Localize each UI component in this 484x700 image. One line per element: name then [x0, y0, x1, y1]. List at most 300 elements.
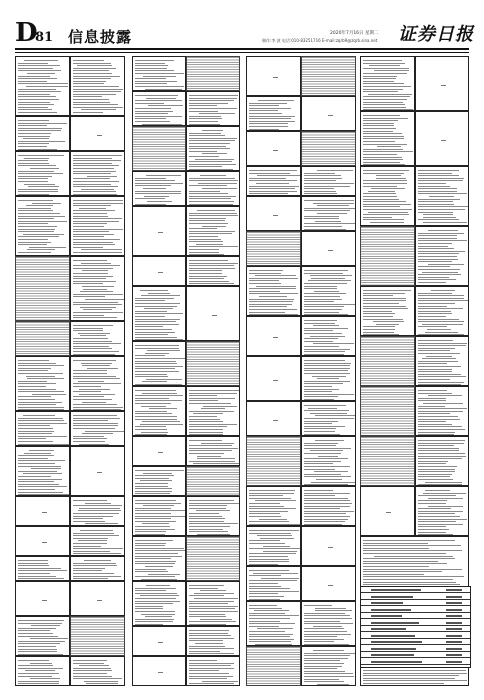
- text-line: [18, 565, 49, 566]
- text-line: [363, 99, 407, 100]
- text-line: [249, 490, 295, 491]
- text-line: [135, 348, 179, 349]
- text-line: [249, 186, 299, 187]
- text-line: [84, 560, 111, 561]
- text-line: [304, 655, 350, 656]
- text-line: [18, 476, 51, 477]
- text-line: [315, 440, 344, 441]
- announcement-cell: [301, 601, 356, 646]
- text-line: [189, 529, 223, 530]
- text-line: [418, 319, 460, 320]
- text-line: [81, 109, 116, 110]
- text-line: [249, 493, 294, 494]
- text-line: [73, 351, 119, 352]
- text-line: [189, 424, 237, 425]
- text-line: [189, 614, 225, 615]
- text-line: [81, 189, 114, 190]
- text-line: [363, 204, 411, 205]
- text-line: [418, 243, 453, 244]
- text-line: [363, 102, 403, 103]
- text-line: [363, 73, 407, 74]
- text-line: [374, 556, 453, 557]
- text-line: [135, 606, 163, 607]
- text-line: [18, 568, 61, 569]
- text-line: [249, 613, 285, 614]
- text-line: [249, 304, 292, 305]
- text-line: [304, 273, 343, 274]
- text-line: [304, 365, 350, 366]
- text-line: [189, 419, 220, 420]
- text-line: [73, 423, 118, 424]
- text-line: [135, 390, 176, 391]
- text-line: [304, 498, 348, 499]
- text-line: [29, 450, 54, 451]
- text-line: [18, 381, 47, 382]
- text-line: [196, 244, 222, 245]
- text-line: [135, 366, 183, 367]
- text-line: [73, 281, 116, 282]
- text-line: [418, 219, 460, 220]
- empty-cell-dash: [158, 232, 163, 233]
- text-line: [189, 156, 219, 157]
- text-line: [73, 543, 107, 544]
- text-line: [418, 235, 457, 236]
- text-line: [18, 389, 56, 390]
- text-line: [189, 630, 229, 631]
- text-line: [73, 441, 105, 442]
- announcement-cell: [70, 656, 125, 686]
- announcement-cell: [70, 196, 125, 256]
- text-line: [363, 290, 411, 291]
- text-line: [27, 73, 55, 74]
- text-line: [418, 432, 456, 433]
- text-line: [263, 551, 297, 552]
- text-line: [73, 535, 119, 536]
- text-line: [189, 416, 217, 417]
- text-line: [249, 583, 278, 584]
- text-line: [73, 89, 123, 90]
- text-line: [73, 268, 113, 269]
- text-line: [304, 373, 350, 374]
- text-line: [363, 120, 398, 121]
- text-line: [304, 270, 348, 271]
- text-line: [418, 340, 454, 341]
- text-line: [189, 683, 234, 684]
- announcement-cell: [360, 111, 415, 166]
- text-line: [135, 571, 168, 572]
- text-line: [135, 329, 172, 330]
- table-cell-value: [446, 596, 462, 598]
- text-line: [73, 343, 121, 344]
- text-line: [304, 188, 334, 189]
- text-line: [73, 383, 121, 384]
- text-line: [189, 161, 232, 162]
- text-line: [189, 421, 223, 422]
- announcement-cell: [15, 526, 70, 556]
- text-line: [418, 426, 462, 427]
- announcement-cell: [246, 231, 301, 266]
- announcement-cell: [132, 386, 186, 436]
- text-line: [200, 590, 226, 591]
- text-line: [363, 683, 444, 684]
- text-line: [418, 393, 452, 394]
- text-line: [418, 469, 456, 470]
- text-line: [189, 233, 232, 234]
- text-line: [135, 426, 166, 427]
- text-line: [135, 608, 163, 609]
- text-line: [197, 534, 230, 535]
- text-line: [363, 675, 459, 676]
- announcement-cell: [70, 256, 125, 321]
- text-line: [189, 595, 224, 596]
- table-row: [361, 626, 470, 632]
- announcement-cell: [15, 446, 70, 496]
- announcement-cell: [415, 56, 470, 111]
- text-line: [369, 65, 401, 66]
- text-line: [423, 214, 453, 215]
- empty-cell-dash: [273, 77, 278, 78]
- text-line: [197, 458, 235, 459]
- announcement-cell: [246, 266, 301, 316]
- text-line: [18, 123, 67, 124]
- text-line: [304, 673, 353, 674]
- text-line: [135, 63, 165, 64]
- text-line: [18, 576, 56, 577]
- text-line: [363, 558, 455, 559]
- text-line: [135, 108, 171, 109]
- text-line: [189, 178, 235, 179]
- table-row: [361, 587, 470, 593]
- text-line: [249, 126, 288, 127]
- announcement-cell: [15, 616, 70, 656]
- text-line: [135, 111, 173, 112]
- text-line: [418, 259, 458, 260]
- text-line: [73, 348, 112, 349]
- text-line: [140, 595, 178, 596]
- text-line: [135, 400, 182, 401]
- text-line: [82, 365, 109, 366]
- text-line: [73, 104, 118, 105]
- text-line: [363, 545, 461, 546]
- text-line: [80, 307, 116, 308]
- text-line: [201, 408, 225, 409]
- text-line: [144, 308, 174, 309]
- text-line: [135, 395, 183, 396]
- text-line: [189, 638, 234, 639]
- text-line: [418, 269, 461, 270]
- text-line: [203, 406, 237, 407]
- text-line: [304, 381, 350, 382]
- text-line: [310, 450, 343, 451]
- text-line: [148, 293, 171, 294]
- text-line: [304, 653, 355, 654]
- text-line: [18, 363, 56, 364]
- text-line: [18, 163, 49, 164]
- text-line: [363, 571, 442, 572]
- text-line: [418, 398, 447, 399]
- text-line: [368, 191, 395, 192]
- text-line: [422, 358, 457, 359]
- text-line: [304, 644, 349, 645]
- text-line: [418, 411, 463, 412]
- text-line: [189, 676, 233, 677]
- text-line: [73, 370, 107, 371]
- text-line: [189, 516, 222, 517]
- announcement-cell: [301, 356, 356, 401]
- text-line: [315, 608, 345, 609]
- text-line: [249, 309, 297, 310]
- text-line: [73, 546, 101, 547]
- text-line: [18, 404, 56, 405]
- text-line: [304, 426, 345, 427]
- text-line: [73, 404, 117, 405]
- text-line: [249, 564, 278, 565]
- text-line: [418, 353, 460, 354]
- text-line: [135, 303, 180, 304]
- text-line: [363, 540, 455, 541]
- text-line: [426, 356, 453, 357]
- text-line: [135, 540, 173, 541]
- text-line: [253, 573, 298, 574]
- text-line: [249, 110, 278, 111]
- text-line: [304, 663, 344, 664]
- text-line: [371, 188, 406, 189]
- text-line: [18, 252, 51, 253]
- text-line: [418, 348, 456, 349]
- text-line: [304, 469, 335, 470]
- text-line: [363, 151, 413, 152]
- table-cell-value: [446, 589, 462, 591]
- text-line: [418, 246, 448, 247]
- text-line: [73, 63, 111, 64]
- text-line: [135, 60, 174, 61]
- text-line: [73, 168, 114, 169]
- text-line: [249, 503, 280, 504]
- text-line: [135, 384, 182, 385]
- text-line: [304, 386, 332, 387]
- text-line: [141, 579, 178, 580]
- table-cell-text: [371, 628, 406, 630]
- text-line: [363, 326, 395, 327]
- text-line: [73, 81, 106, 82]
- text-line: [418, 450, 460, 451]
- text-line: [431, 290, 455, 291]
- text-line: [18, 458, 48, 459]
- announcement-cell: [360, 286, 415, 336]
- text-line: [135, 178, 166, 179]
- text-line: [73, 231, 109, 232]
- announcement-cell: [246, 356, 301, 401]
- announcement-cell: [132, 56, 186, 91]
- text-line: [363, 78, 396, 79]
- text-line: [189, 500, 234, 501]
- text-line: [418, 406, 446, 407]
- text-line: [249, 170, 297, 171]
- text-line: [304, 191, 336, 192]
- text-line: [263, 546, 291, 547]
- text-line: [259, 296, 287, 297]
- text-line: [249, 631, 285, 632]
- empty-cell-dash: [42, 512, 47, 513]
- text-line: [304, 681, 344, 682]
- text-line: [135, 70, 174, 71]
- text-line: [18, 155, 64, 156]
- text-line: [135, 416, 177, 417]
- text-line: [32, 394, 66, 395]
- text-line: [18, 102, 50, 103]
- text-line: [363, 219, 404, 220]
- text-line: [254, 610, 289, 611]
- text-line: [135, 374, 167, 375]
- announcement-cell: [246, 486, 301, 526]
- announcement-cell: [246, 56, 301, 96]
- text-line: [18, 91, 61, 92]
- table-cell-text: [371, 661, 422, 663]
- text-line: [418, 456, 466, 457]
- text-line: [189, 611, 238, 612]
- text-line: [135, 493, 170, 494]
- text-line: [304, 193, 337, 194]
- text-line: [314, 291, 339, 292]
- text-line: [81, 263, 112, 264]
- text-line: [73, 551, 110, 552]
- text-line: [304, 666, 342, 667]
- text-line: [194, 598, 238, 599]
- text-line: [73, 158, 112, 159]
- text-line: [310, 413, 347, 414]
- text-line: [18, 242, 51, 243]
- text-line: [80, 530, 113, 531]
- text-line: [249, 270, 283, 271]
- text-line: [18, 563, 48, 564]
- text-line: [363, 133, 402, 134]
- text-line: [189, 276, 227, 277]
- text-line: [189, 403, 231, 404]
- announcement-cell: [415, 166, 470, 226]
- text-line: [202, 681, 238, 682]
- announcement-cell: [415, 336, 470, 386]
- text-line: [73, 378, 120, 379]
- text-line: [80, 335, 106, 336]
- text-line: [135, 598, 176, 599]
- text-line: [18, 433, 52, 434]
- empty-cell-dash: [42, 600, 47, 601]
- text-line: [249, 291, 280, 292]
- text-line: [189, 411, 234, 412]
- text-line: [18, 578, 64, 579]
- text-line: [135, 83, 167, 84]
- text-line: [18, 431, 54, 432]
- text-line: [18, 149, 57, 150]
- text-line: [135, 185, 171, 186]
- text-line: [189, 526, 230, 527]
- text-line: [18, 489, 55, 490]
- text-line: [304, 658, 348, 659]
- text-line: [418, 274, 461, 275]
- text-line: [363, 180, 407, 181]
- text-line: [249, 530, 299, 531]
- text-line: [418, 479, 453, 480]
- text-line: [73, 341, 112, 342]
- text-line: [316, 479, 343, 480]
- text-line: [304, 226, 342, 227]
- text-line: [18, 651, 57, 652]
- text-line: [18, 481, 54, 482]
- text-line: [189, 146, 226, 147]
- text-line: [418, 390, 447, 391]
- text-line: [31, 625, 61, 626]
- text-line: [189, 236, 218, 237]
- text-line: [73, 96, 102, 97]
- text-line: [189, 135, 225, 136]
- text-line: [84, 681, 118, 682]
- text-line: [140, 290, 168, 291]
- text-line: [363, 186, 397, 187]
- text-line: [308, 280, 351, 281]
- text-line: [135, 553, 178, 554]
- text-line: [73, 668, 111, 669]
- table-cell-text: [371, 615, 402, 617]
- text-line: [418, 461, 448, 462]
- text-line: [135, 513, 171, 514]
- text-line: [73, 273, 108, 274]
- text-line: [26, 376, 55, 377]
- table-row: [361, 620, 470, 626]
- announcement-cell: [132, 581, 186, 626]
- text-line: [423, 217, 456, 218]
- text-line: [418, 413, 450, 414]
- text-line: [377, 146, 401, 147]
- text-line: [73, 317, 117, 318]
- table-cell-value: [446, 609, 462, 611]
- text-line: [189, 426, 227, 427]
- text-line: [308, 408, 337, 409]
- text-line: [249, 553, 296, 554]
- text-line: [73, 330, 103, 331]
- text-line: [18, 423, 67, 424]
- text-line: [189, 185, 227, 186]
- text-line: [189, 445, 232, 446]
- text-line: [27, 249, 55, 250]
- text-line: [189, 105, 217, 106]
- text-line: [304, 405, 346, 406]
- text-line: [189, 121, 218, 122]
- page-letter: D: [15, 18, 38, 48]
- text-line: [418, 474, 453, 475]
- text-line: [202, 153, 226, 154]
- text-line: [249, 556, 288, 557]
- text-line: [363, 206, 400, 207]
- text-line: [304, 516, 350, 517]
- text-line: [418, 199, 460, 200]
- text-line: [304, 306, 344, 307]
- text-line: [304, 399, 334, 400]
- text-line: [304, 333, 342, 334]
- text-line: [363, 293, 405, 294]
- text-line: [73, 181, 119, 182]
- text-line: [249, 543, 285, 544]
- text-line: [135, 518, 171, 519]
- text-line: [363, 295, 393, 296]
- announcement-cell: [246, 96, 301, 131]
- text-line: [304, 676, 354, 677]
- text-line: [363, 199, 399, 200]
- text-line: [249, 188, 295, 189]
- text-line: [418, 248, 455, 249]
- text-line: [135, 371, 179, 372]
- text-line: [418, 524, 464, 525]
- text-line: [418, 369, 453, 370]
